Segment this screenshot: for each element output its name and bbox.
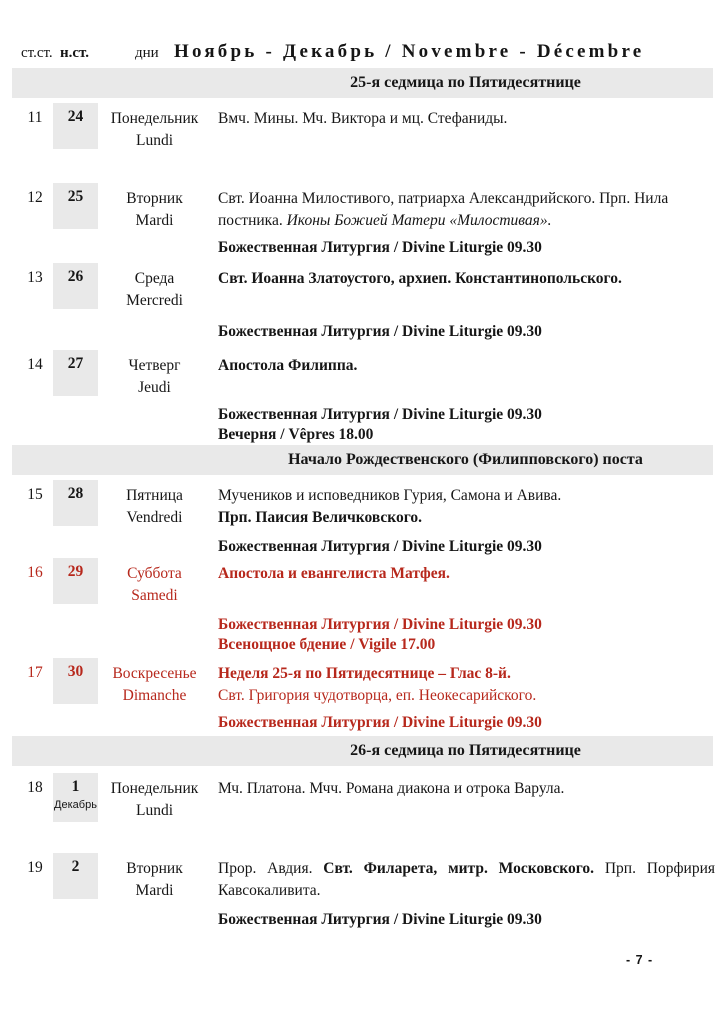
service-schedule — [218, 713, 715, 733]
day-name-ru: Понедельник — [110, 780, 199, 797]
old-style-date: 18 — [27, 779, 43, 796]
service-schedule — [218, 615, 715, 655]
service-line: Божественная Литургия / Divine Liturgie 09.30 — [218, 538, 542, 555]
column-header-days: дни — [135, 45, 159, 61]
new-style-date: 27 — [67, 355, 84, 372]
day-name-ru: Пятница — [126, 487, 183, 504]
feast-text: Мч. Платона. Мчч. Романа диакона и отрока Варула. — [218, 780, 565, 797]
service-line: Божественная Литургия / Divine Liturgie 09.30 — [218, 406, 542, 423]
section-banner-nativity-fast — [12, 445, 713, 475]
day-names — [104, 188, 205, 232]
new-style-date-box — [53, 103, 98, 149]
new-style-date-box — [53, 773, 98, 822]
feast-text: Прор. Авдия. — [218, 860, 324, 877]
feast-text: Свт. Иоанна Милостивого, патриарха Александрийского. Прп. Нила — [218, 190, 669, 207]
day-name-fr: Mardi — [135, 212, 174, 229]
day-names — [104, 663, 205, 707]
column-header-old-style: ст.ст. — [21, 45, 53, 61]
feast-text: Апостола и евангелиста Матфея. — [218, 565, 450, 582]
calendar-title: Ноябрь - Декабрь / Novembre - Décembre — [174, 41, 645, 62]
new-style-date: 25 — [67, 188, 84, 205]
new-style-date: 2 — [71, 858, 80, 875]
old-style-date: 19 — [27, 859, 43, 876]
old-style-date: 16 — [27, 564, 43, 581]
feast-description — [218, 188, 715, 258]
day-name-ru: Среда — [134, 270, 175, 287]
new-style-date-box — [53, 480, 98, 526]
day-names — [104, 563, 205, 607]
column-header-new-style: н.ст. — [60, 45, 90, 61]
feast-text: Прп. Порфирия — [594, 860, 716, 877]
old-style-date: 13 — [27, 269, 43, 286]
new-style-date: 30 — [67, 663, 84, 680]
feast-description — [218, 778, 715, 800]
feast-text: Свт. Иоанна Златоустого, архиеп. Константинопольского. — [218, 270, 622, 287]
feast-description — [218, 563, 715, 655]
section-banner-week-25 — [12, 68, 713, 98]
service-schedule — [218, 322, 715, 342]
day-name-ru: Суббота — [127, 565, 182, 582]
feast-description — [218, 268, 715, 342]
feast-description — [218, 108, 715, 130]
day-name-fr: Vendredi — [126, 509, 183, 526]
day-name-ru: Вторник — [126, 860, 183, 877]
new-style-date: 29 — [67, 563, 84, 580]
new-style-month-label: Декабрь — [54, 799, 97, 811]
day-name-fr: Lundi — [135, 132, 174, 149]
day-name-fr: Lundi — [135, 802, 174, 819]
new-style-date: 24 — [67, 108, 84, 125]
service-line: Божественная Литургия / Divine Liturgie 09.30 — [218, 323, 542, 340]
old-style-date: 17 — [27, 664, 43, 681]
page-number: - 7 - — [626, 953, 654, 967]
feast-text: постника. — [218, 212, 287, 229]
day-name-ru: Четверг — [128, 357, 181, 374]
feast-description — [218, 663, 715, 733]
day-names — [104, 858, 205, 902]
feast-text: Вмч. Мины. Мч. Виктора и мц. Стефаниды. — [218, 110, 508, 127]
icon-feast-text: Иконы Божией Матери «Милостивая». — [286, 212, 552, 229]
feast-text: Свт. Григория чудотворца, еп. Неокесарийского. — [218, 687, 537, 704]
section-banner-text: 26-я седмица по Пятидесятнице — [350, 742, 581, 759]
feast-text: Прп. Паисия Величковского. — [218, 509, 423, 526]
feast-description — [218, 355, 715, 445]
day-names — [104, 778, 205, 822]
day-name-fr: Samedi — [131, 587, 178, 604]
feast-text: Мучеников и исповедников Гурия, Самона и Авива. — [218, 487, 562, 504]
service-schedule — [218, 537, 715, 557]
service-line: Божественная Литургия / Divine Liturgie 09.30 — [218, 239, 542, 256]
service-line: Всенощное бдение / Vigile 17.00 — [218, 636, 436, 653]
service-line: Божественная Литургия / Divine Liturgie 09.30 — [218, 616, 542, 633]
service-schedule — [218, 238, 715, 258]
new-style-date-box — [53, 658, 98, 704]
service-line: Божественная Литургия / Divine Liturgie 09.30 — [218, 911, 542, 928]
old-style-date: 15 — [27, 486, 43, 503]
day-names — [104, 108, 205, 152]
feast-text: Неделя 25-я по Пятидесятнице – Глас 8-й. — [218, 665, 511, 682]
old-style-date: 12 — [27, 189, 43, 206]
new-style-date-box — [53, 853, 98, 899]
day-name-fr: Dimanche — [122, 687, 187, 704]
new-style-date-box — [53, 350, 98, 396]
day-name-ru: Вторник — [126, 190, 183, 207]
section-banner-week-26 — [12, 736, 713, 766]
new-style-date-box — [53, 558, 98, 604]
feast-description — [218, 858, 715, 930]
day-name-fr: Mardi — [135, 882, 174, 899]
day-name-fr: Jeudi — [138, 379, 171, 396]
day-name-ru: Воскресенье — [112, 665, 197, 682]
feast-description — [218, 485, 715, 557]
day-name-fr: Mercredi — [126, 292, 183, 309]
service-line: Божественная Литургия / Divine Liturgie 09.30 — [218, 714, 542, 731]
section-banner-text: Начало Рождественского (Филипповского) поста — [288, 451, 643, 468]
new-style-date: 26 — [67, 268, 84, 285]
service-schedule — [218, 910, 715, 930]
feast-text: Свт. Филарета, митр. Московского. — [323, 860, 595, 877]
new-style-date: 1 — [71, 778, 80, 795]
old-style-date: 11 — [27, 109, 43, 126]
feast-text: Кавсокаливита. — [218, 882, 321, 899]
day-names — [104, 268, 205, 312]
new-style-date-box — [53, 183, 98, 229]
day-names — [104, 355, 205, 399]
new-style-date-box — [53, 263, 98, 309]
old-style-date: 14 — [27, 356, 43, 373]
section-banner-text: 25-я седмица по Пятидесятнице — [350, 74, 581, 91]
service-line: Вечерня / Vêpres 18.00 — [218, 426, 374, 443]
service-schedule — [218, 405, 715, 445]
day-name-ru: Понедельник — [110, 110, 199, 127]
day-names — [104, 485, 205, 529]
feast-text: Апостола Филиппа. — [218, 357, 358, 374]
new-style-date: 28 — [67, 485, 84, 502]
